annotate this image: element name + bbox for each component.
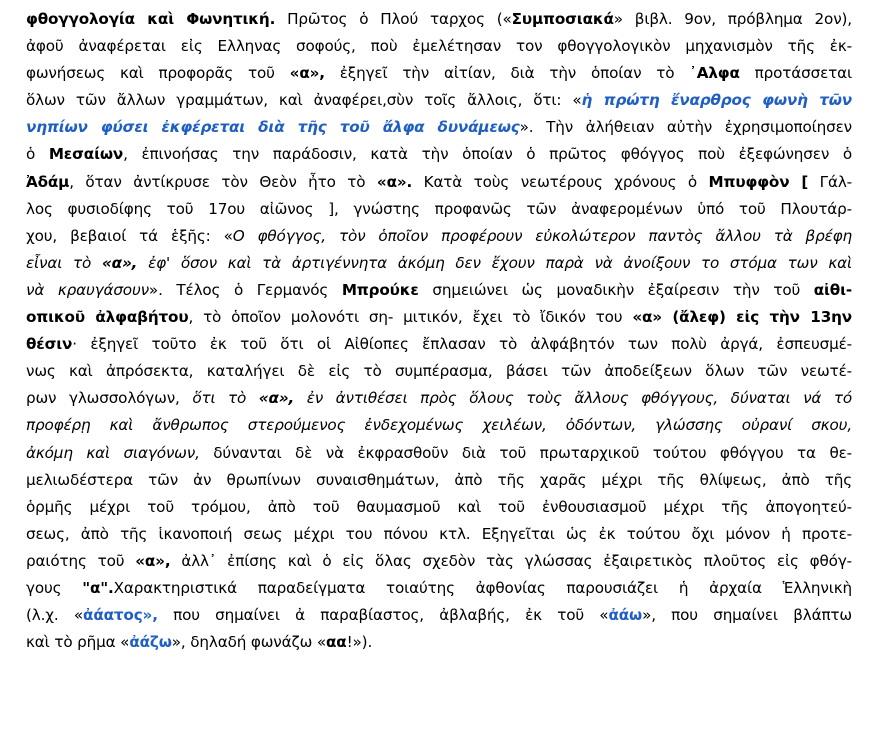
text-line xyxy=(26,385,852,412)
italic-quote: εἶναι τὸ xyxy=(26,253,102,272)
text-line xyxy=(26,33,852,60)
text-line xyxy=(26,412,852,439)
text-line xyxy=(26,494,852,521)
text-run: Πρῶτος ὁ Πλού ταρχος (« xyxy=(275,10,512,28)
text-run: καὶ τὸ ρῆμα « xyxy=(26,633,130,652)
text-line xyxy=(26,548,852,575)
bold-term: ᾿Αλφα xyxy=(689,64,740,83)
text-run: · ἐξηγεῖ τοῦτο ἐκ τοῦ ὅτι οἱ Αἰθίοπες ἔπλασαν τὸ ἀλφάβητόν των πολὺ ἀργά, ἐσπευσμέ- xyxy=(72,335,852,354)
bold-term: Μεσαίων xyxy=(48,145,124,164)
paragraph xyxy=(26,6,857,656)
highlighted-term: ἀάζω xyxy=(129,633,172,652)
text-line xyxy=(26,358,852,385)
text-line xyxy=(26,6,852,33)
text-line xyxy=(26,114,852,141)
italic-quote: ἐφ' ὅσον καὶ τὰ ἀρτιγέννητα ἀκόμη δεν ἔχουν παρὰ νὰ ἀνοίξουν το στόμα των καὶ xyxy=(137,253,852,272)
text-line xyxy=(26,141,852,168)
text-run: ὁρμῆς μέχρι τοῦ τρόμου, ἀπὸ τοῦ θαυμασμοῦ καὶ τοῦ ἐνθουσιασμοῦ μέχρι τῆς ἀπογοητεύ- xyxy=(26,497,852,516)
text-run: σεως, ἀπὸ τῆς ἱκανοποιή σεως μέχρι του πόνου κτλ. Εξηγεῖται ὡς ἐκ τούτου ὄχι μόνον ἡ προτε- xyxy=(26,524,852,543)
text-run: σημειώνει ὡς μοναδικὴν ἐξαίρεσιν τὴν τοῦ xyxy=(418,280,814,299)
text-line xyxy=(26,223,852,250)
text-line xyxy=(26,277,852,304)
bold-term: αἰθι- xyxy=(813,280,852,299)
italic-quote: Ο φθόγγος, τὸν ὁποῖον προφέρουν εὐκολώτερον παντὸς ἄλλου τὰ βρέφη xyxy=(232,226,852,245)
text-run: (λ.χ. « xyxy=(26,606,84,625)
text-run: δύνανται δὲ νὰ ἐκφρασθοῦν διὰ τοῦ πρωταρχικοῦ τούτου φθόγγου τα θε- xyxy=(199,443,852,462)
text-run: , ἐπινοήσας την παράδοσιν, κατὰ τὴν ὁποίαν ὁ πρῶτος φθόγγος ποὺ ἐξεφώνησεν ὁ xyxy=(123,145,852,164)
text-line xyxy=(26,629,852,656)
text-run: φωνήσεως καὶ προφορᾶς τοῦ xyxy=(26,64,290,83)
text-run: », που σημαίνει βλάπτω xyxy=(642,606,852,625)
bold-term: «α» (ἄλεφ) εἰς τὴν 13ην xyxy=(632,308,852,327)
bold-term: «α», xyxy=(289,64,325,83)
highlighted-term: ἀάω xyxy=(608,606,643,625)
text-line xyxy=(26,304,852,331)
text-line xyxy=(26,250,852,277)
text-line xyxy=(26,169,852,196)
bold-term: αα xyxy=(326,633,347,652)
text-run: ὅλων τῶν ἄλλων γραμμάτων, καὶ ἀναφέρει,σὺν τοῖς ἄλλοις, ὅτι: « xyxy=(26,91,582,110)
bold-term: Μπυφφὸν [ xyxy=(708,172,809,191)
text-run: που σημαίνει ἀ παραβίαστος, ἀβλαβής, ἐκ τοῦ « xyxy=(157,606,609,625)
text-run: ἀλλ᾽ ἐπίσης καὶ ὁ εἰς ὅλας σχεδὸν τὰς γλώσσας ἐξαιρετικὸς πλοῦτος εἰς φθόγ- xyxy=(170,551,852,570)
highlighted-term: νηπίων φύσει ἐκφέρεται διὰ τῆς τοῦ ἄλφα δυνάμεως xyxy=(26,118,520,137)
text-run: !»). xyxy=(346,633,373,652)
bold-term: «α», xyxy=(101,253,138,272)
bold-term: θέσιν xyxy=(26,335,73,354)
text-line xyxy=(26,467,852,494)
text-run: λος φυσιοδίφης τοῦ 17ου αἰῶνος ], γνώστης προφανῶς τῶν ἀναφερομένων ὑπό τοῦ Πλουτάρ- xyxy=(26,199,852,218)
bold-term: "α". xyxy=(82,578,114,597)
text-line xyxy=(26,575,852,602)
text-line xyxy=(26,196,852,223)
italic-quote: νὰ κραυγάσουν xyxy=(26,280,149,299)
text-run: νως καὶ ἀπρόσεκτα, καταλήγει δὲ εἰς τὸ συμπέρασμα, βάσει τῶν ἀποδείξεων ὅλων τῶν νεωτέ- xyxy=(26,362,852,381)
text-run: , ὅταν ἀντίκρυσε τὸν Θεὸν ἦτο τὸ xyxy=(69,172,377,191)
text-run: Χαρακτηριστικά παραδείγματα τοιαύτης ἀφθονίας παρουσιάζει ἡ ἀρχαία Ἑλληνικὴ xyxy=(113,578,852,597)
text-run: γους xyxy=(26,578,83,597)
text-run: », δηλαδή φωνάζω « xyxy=(171,633,327,652)
bold-term: οπικοῦ ἀλφαβήτου xyxy=(26,308,189,327)
bold-term: Ἀδάμ xyxy=(26,172,70,191)
text-run: ὁ xyxy=(26,145,49,164)
italic-quote: ἐν ἀντιθέσει πρὸς ὅλους τοὺς ἄλλους φθόγγους, δύναται νά τό xyxy=(294,389,852,408)
text-run: ἐξηγεῖ τὴν αἰτίαν, διὰ τὴν ὁποίαν τὸ xyxy=(324,64,690,83)
text-line xyxy=(26,602,852,629)
text-line xyxy=(26,521,852,548)
bold-term: «α», xyxy=(258,389,295,408)
text-run: ραιότης τοῦ xyxy=(26,551,136,570)
text-line xyxy=(26,331,852,358)
text-run: » βιβλ. 9ον, πρόβλημα 2ον), xyxy=(613,10,852,28)
text-line xyxy=(26,87,852,114)
text-line xyxy=(26,60,852,87)
italic-quote: ὅτι τὸ xyxy=(192,389,259,408)
text-run: Κατὰ τοὺς νεωτέρους χρόνους ὁ xyxy=(412,172,709,191)
bold-term: Συμποσιακά xyxy=(511,10,614,28)
text-run: Γάλ- xyxy=(808,172,852,191)
text-run: ». Τὴν ἀλήθειαν αὐτὴν ἐχρησιμοποίησεν xyxy=(519,118,852,137)
text-run: προτάσσεται xyxy=(739,64,852,83)
bold-term: Μπρούκε xyxy=(341,280,419,299)
text-line xyxy=(26,440,852,467)
text-run: χου, βεβαιοί τά ἑξῆς: « xyxy=(26,226,233,245)
text-run: μελιωδέστερα τῶν ἀν θρωπίνων συναισθημάτων, ἀπὸ τῆς χαρᾶς μέχρι τῆς θλίψεως, ἀπὸ τῆς xyxy=(26,470,852,489)
text-run: ». Τέλος ὁ Γερμανός xyxy=(148,280,342,299)
text-run: , τὸ ὁποῖον μολονότι ση- μιτικόν, ἔχει τὸ ἴδικόν του xyxy=(188,308,633,327)
text-run: ρων γλωσσολόγων, xyxy=(26,389,193,408)
text-run: ἀφοῦ ἀναφέρεται εἰς Ελληνας σοφούς, ποὺ ἐμελέτησαν τον φθογγολογικὸν μηχανισμὸν τῆς ἐκ- xyxy=(26,37,852,56)
highlighted-term: ἡ πρώτη ἔναρθρος φωνὴ τῶν xyxy=(581,91,853,110)
highlighted-term: ἀάατος», xyxy=(83,606,158,625)
bold-term: «α». xyxy=(376,172,413,191)
italic-quote: προφέρῃ καὶ ἄνθρωπος στερούμενος ἐνδεχομένως χειλέων, ὀδόντων, γλώσσης οὐρανί σκου, xyxy=(26,416,852,435)
italic-quote: ἀκόμη καὶ σιαγόνων, xyxy=(26,443,200,462)
bold-term: «α», xyxy=(135,551,171,570)
bold-term: φθογγολογία καὶ Φωνητική. xyxy=(26,10,276,28)
